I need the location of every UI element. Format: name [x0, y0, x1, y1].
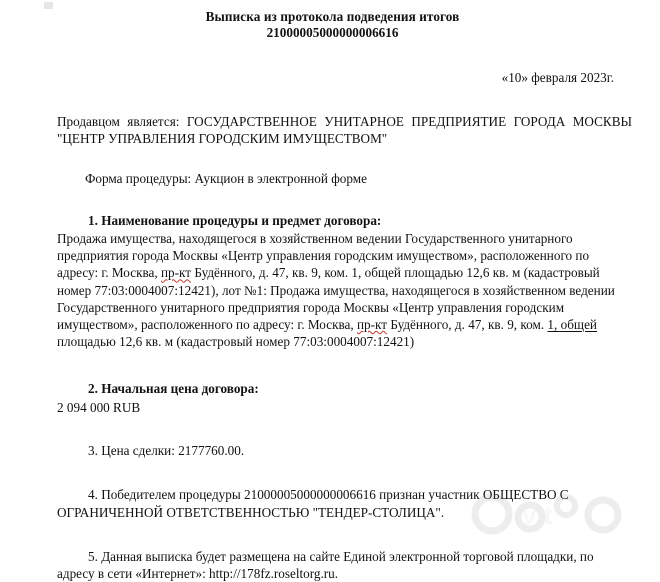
s1-line-1 — [57, 230, 632, 247]
s1-line-3 — [57, 264, 632, 281]
section-2-price: 2 094 000 RUB — [57, 400, 141, 416]
section-4-body — [57, 486, 632, 520]
s1-line-1-text: Продажа имущества, находящегося в хозяйственном ведении Государственного унитарного — [57, 231, 573, 246]
s1-line-2-text: предприятия города Москвы «Центр управления городским имуществом», расположенного по — [57, 248, 590, 264]
section-2-heading: 2. Начальная цена договора: — [88, 381, 259, 397]
seller-line-1: Продавцом является: ГОСУДАРСТВЕННОЕ УНИТАРНОЕ ПРЕДПРИЯТИЕ ГОРОДА МОСКВЫ — [57, 114, 632, 129]
s4-line-2: ОГРАНИЧЕННОЙ ОТВЕТСТВЕННОСТЬЮ "ТЕНДЕР-СТОЛИЦА". — [57, 504, 445, 520]
s1-line-6 — [57, 316, 632, 333]
section-1-heading: 1. Наименование процедуры и предмет договора: — [88, 213, 382, 228]
s1-misspelled-word-2: пр-кт — [357, 317, 388, 333]
s1-line-3-a: адресу: г. Москва, — [57, 265, 161, 281]
seller-block — [57, 113, 632, 147]
s5-line-2: адресу в сети «Интернет»: http://178fz.roseltorg.ru. — [57, 566, 339, 582]
s1-line-6-c: Будённого, д. 47, кв. 9, ком. — [387, 317, 548, 333]
s1-misspelled-word: пр-кт — [161, 265, 192, 281]
s1-line-3-c: Будённого, д. 47, кв. 9, ком. 1, общей площадью 12,6 кв. м (кадастровый — [191, 265, 600, 281]
svg-text:vit: vit — [522, 500, 553, 530]
s1-line-6-a: имуществом», расположенного по адресу: г. Москва, — [57, 317, 357, 333]
section-5-body — [57, 548, 632, 582]
page-title: Выписка из протокола подведения итогов — [205, 9, 460, 24]
s5-line-1: 5. Данная выписка будет размещена на сайте Единой электронной торговой площадки, по — [88, 548, 594, 564]
s1-line-5 — [57, 299, 632, 316]
document-number: 21000005000000006616 — [266, 25, 399, 40]
page-corner-artifact — [44, 2, 53, 9]
s1-underlined-fragment: 1, общей — [547, 317, 597, 333]
s1-line-7: площадью 12,6 кв. м (кадастровый номер 77:03:0004007:12421) — [57, 334, 415, 350]
s1-line-4: номер 77:03:0004007:12421), лот №1: Продажа имущества, находящегося в хозяйственном ведении — [57, 282, 615, 298]
s4-line-1: 4. Победителем процедуры 21000005000000006616 признан участник ОБЩЕСТВО С — [88, 487, 569, 503]
s1-line-5-text: Государственного унитарного предприятия города Москвы «Центр управления городским — [57, 299, 565, 315]
seller-line-2: "ЦЕНТР УПРАВЛЕНИЯ ГОРОДСКИМ ИМУЩЕСТВОМ" — [57, 131, 388, 146]
procedure-form-line: Форма процедуры: Аукцион в электронной форме — [85, 171, 367, 186]
document-date: «10» февраля 2023г. — [501, 70, 614, 85]
section-3-line: 3. Цена сделки: 2177760.00. — [88, 443, 245, 459]
section-1-body — [57, 230, 632, 350]
s1-line-2 — [57, 247, 632, 264]
